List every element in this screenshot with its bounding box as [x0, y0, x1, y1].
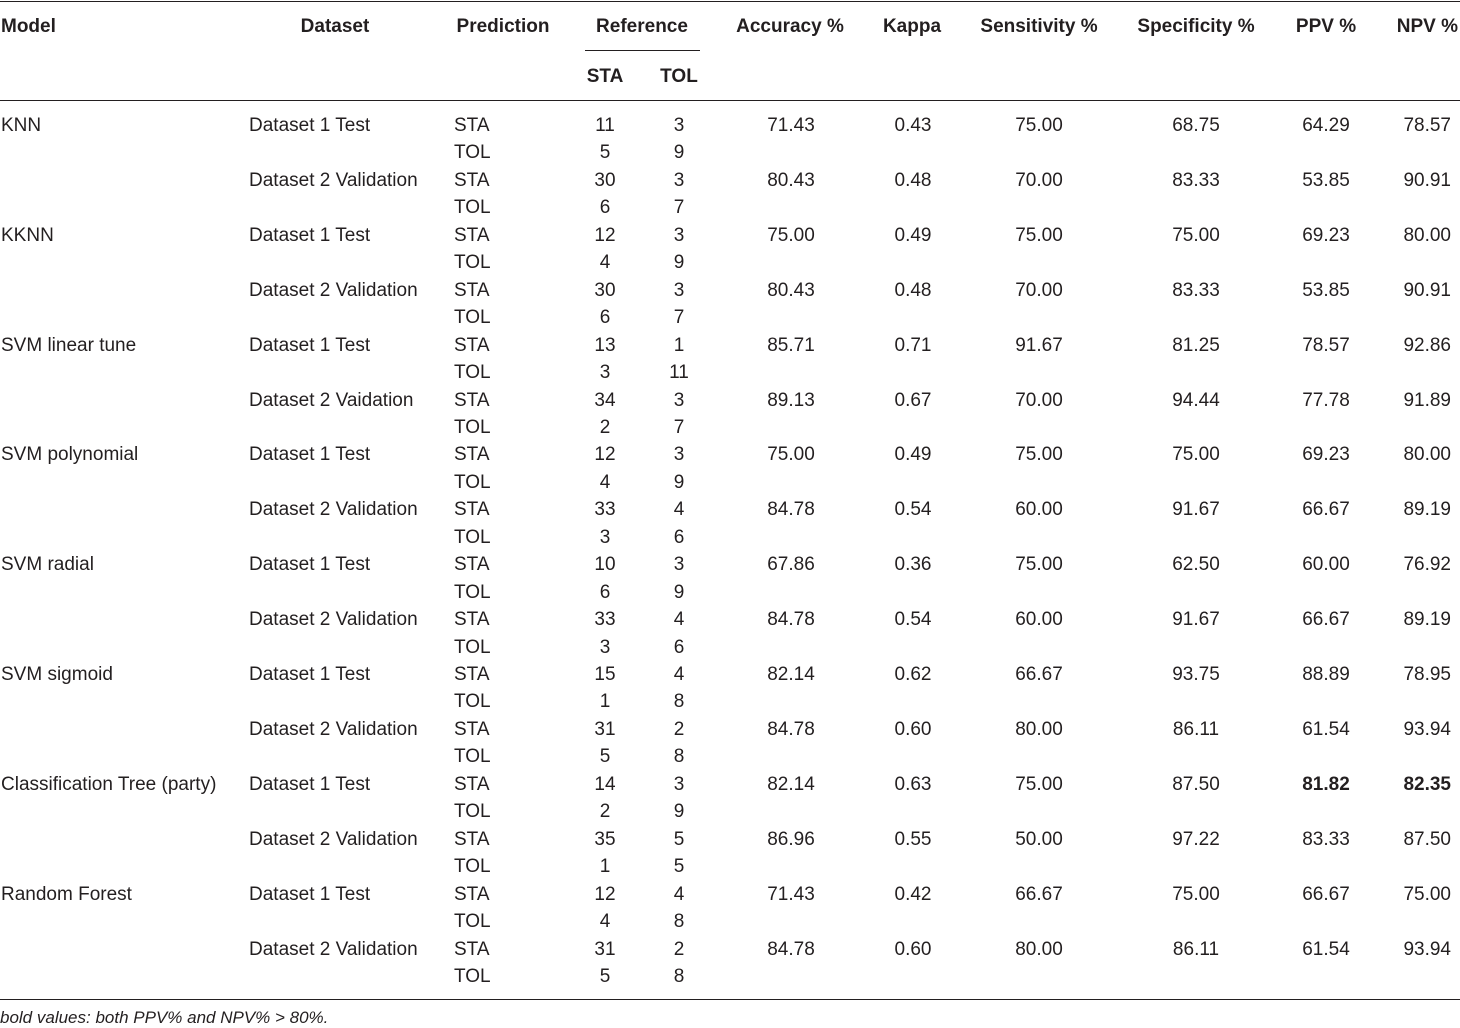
model-name: SVM linear tune	[1, 335, 137, 356]
count-cell: 4	[673, 884, 685, 905]
dataset-name: Dataset 1 Test	[249, 335, 371, 356]
count-cell: 30	[594, 280, 616, 301]
count-cell: 9	[673, 582, 685, 603]
npv-value: 75.00	[1403, 884, 1451, 905]
specificity-value: 94.44	[1172, 390, 1220, 411]
specificity-value: 86.11	[1172, 719, 1220, 740]
prediction-label: STA	[454, 884, 490, 905]
kappa-value: 0.54	[894, 499, 932, 520]
count-cell: 31	[594, 939, 616, 960]
kappa-value: 0.55	[894, 829, 932, 850]
header-prediction: Prediction	[456, 16, 550, 37]
dataset-name: Dataset 2 Validation	[249, 939, 418, 960]
count-cell: 3	[599, 362, 611, 383]
prediction-label: STA	[454, 444, 490, 465]
count-cell: 3	[599, 637, 611, 658]
prediction-label: STA	[454, 280, 490, 301]
specificity-value: 81.25	[1172, 335, 1220, 356]
count-cell: 1	[673, 335, 685, 356]
count-cell: 6	[599, 197, 611, 218]
prediction-label: STA	[454, 664, 490, 685]
accuracy-value: 84.78	[767, 719, 815, 740]
count-cell: 6	[673, 527, 685, 548]
count-cell: 11	[595, 115, 615, 136]
model-name: Classification Tree (party)	[1, 774, 217, 795]
header-npv: NPV %	[1396, 16, 1458, 37]
dataset-name: Dataset 2 Validation	[249, 829, 418, 850]
header-kappa: Kappa	[882, 16, 942, 37]
specificity-value: 97.22	[1172, 829, 1220, 850]
specificity-value: 93.75	[1172, 664, 1220, 685]
prediction-label: TOL	[454, 691, 491, 712]
npv-value: 89.19	[1403, 609, 1451, 630]
sensitivity-value: 66.67	[1015, 884, 1063, 905]
sensitivity-value: 50.00	[1015, 829, 1063, 850]
kappa-value: 0.63	[894, 774, 932, 795]
accuracy-value: 75.00	[767, 225, 815, 246]
prediction-label: STA	[454, 939, 490, 960]
sensitivity-value: 75.00	[1015, 444, 1063, 465]
dataset-name: Dataset 2 Validation	[249, 499, 418, 520]
kappa-value: 0.49	[894, 444, 932, 465]
reference-underline	[585, 50, 700, 51]
sensitivity-value: 75.00	[1015, 554, 1063, 575]
dataset-name: Dataset 1 Test	[249, 444, 371, 465]
dataset-name: Dataset 2 Validation	[249, 170, 418, 191]
count-cell: 2	[673, 719, 685, 740]
prediction-label: STA	[454, 774, 490, 795]
count-cell: 30	[594, 170, 616, 191]
count-cell: 4	[673, 609, 685, 630]
kappa-value: 0.67	[894, 390, 932, 411]
prediction-label: TOL	[454, 472, 491, 493]
npv-value: 91.89	[1403, 390, 1451, 411]
count-cell: 5	[673, 856, 685, 877]
count-cell: 1	[599, 856, 611, 877]
sensitivity-value: 75.00	[1015, 774, 1063, 795]
prediction-label: TOL	[454, 637, 491, 658]
specificity-value: 83.33	[1172, 280, 1220, 301]
count-cell: 4	[673, 499, 685, 520]
ppv-value: 60.00	[1302, 554, 1350, 575]
count-cell: 7	[673, 197, 685, 218]
specificity-value: 86.11	[1172, 939, 1220, 960]
count-cell: 6	[599, 582, 611, 603]
prediction-label: STA	[454, 499, 490, 520]
count-cell: 6	[673, 637, 685, 658]
specificity-value: 62.50	[1172, 554, 1220, 575]
prediction-label: STA	[454, 225, 490, 246]
sensitivity-value: 70.00	[1015, 170, 1063, 191]
sensitivity-value: 60.00	[1015, 609, 1063, 630]
count-cell: 2	[673, 939, 685, 960]
top-rule	[0, 1, 1460, 2]
count-cell: 33	[594, 499, 616, 520]
prediction-label: TOL	[454, 142, 491, 163]
prediction-label: STA	[454, 829, 490, 850]
count-cell: 9	[673, 801, 685, 822]
count-cell: 4	[673, 664, 685, 685]
header-reference-sta: STA	[586, 66, 624, 87]
npv-value: 82.35	[1403, 774, 1451, 795]
count-cell: 35	[594, 829, 616, 850]
prediction-label: TOL	[454, 801, 491, 822]
accuracy-value: 84.78	[767, 499, 815, 520]
count-cell: 3	[673, 115, 685, 136]
accuracy-value: 71.43	[767, 884, 815, 905]
prediction-label: STA	[454, 115, 490, 136]
prediction-label: TOL	[454, 417, 491, 438]
ppv-value: 83.33	[1302, 829, 1350, 850]
count-cell: 13	[594, 335, 616, 356]
specificity-value: 75.00	[1172, 884, 1220, 905]
count-cell: 8	[673, 746, 685, 767]
specificity-value: 87.50	[1172, 774, 1220, 795]
prediction-label: STA	[454, 719, 490, 740]
dataset-name: Dataset 2 Validation	[249, 609, 418, 630]
sensitivity-value: 75.00	[1015, 225, 1063, 246]
accuracy-value: 75.00	[767, 444, 815, 465]
kappa-value: 0.48	[894, 170, 932, 191]
sensitivity-value: 91.67	[1015, 335, 1063, 356]
ppv-value: 66.67	[1302, 499, 1350, 520]
prediction-label: STA	[454, 170, 490, 191]
count-cell: 8	[673, 691, 685, 712]
bottom-rule	[0, 999, 1460, 1000]
accuracy-value: 80.43	[767, 170, 815, 191]
count-cell: 34	[594, 390, 616, 411]
prediction-label: TOL	[454, 527, 491, 548]
kappa-value: 0.43	[894, 115, 932, 136]
count-cell: 12	[594, 225, 616, 246]
count-cell: 33	[594, 609, 616, 630]
kappa-value: 0.36	[894, 554, 932, 575]
ppv-value: 78.57	[1302, 335, 1350, 356]
header-rule	[0, 100, 1460, 101]
count-cell: 3	[673, 170, 685, 191]
npv-value: 92.86	[1403, 335, 1451, 356]
npv-value: 89.19	[1403, 499, 1451, 520]
prediction-label: TOL	[454, 362, 491, 383]
count-cell: 4	[599, 911, 611, 932]
dataset-name: Dataset 1 Test	[249, 115, 371, 136]
dataset-name: Dataset 2 Validation	[249, 280, 418, 301]
count-cell: 9	[673, 472, 685, 493]
dataset-name: Dataset 1 Test	[249, 664, 371, 685]
accuracy-value: 67.86	[767, 554, 815, 575]
prediction-label: TOL	[454, 582, 491, 603]
model-name: KKNN	[1, 225, 54, 246]
header-specificity: Specificity %	[1137, 16, 1255, 37]
npv-value: 93.94	[1403, 939, 1451, 960]
kappa-value: 0.62	[894, 664, 932, 685]
count-cell: 3	[599, 527, 611, 548]
header-dataset: Dataset	[300, 16, 370, 37]
sensitivity-value: 80.00	[1015, 719, 1063, 740]
header-accuracy: Accuracy %	[736, 16, 844, 37]
count-cell: 15	[594, 664, 616, 685]
specificity-value: 83.33	[1172, 170, 1220, 191]
count-cell: 5	[599, 746, 611, 767]
npv-value: 93.94	[1403, 719, 1451, 740]
header-sensitivity: Sensitivity %	[980, 16, 1098, 37]
ppv-value: 61.54	[1302, 939, 1350, 960]
header-reference: Reference	[596, 16, 688, 37]
specificity-value: 68.75	[1172, 115, 1220, 136]
dataset-name: Dataset 1 Test	[249, 225, 371, 246]
ppv-value: 88.89	[1302, 664, 1350, 685]
accuracy-value: 82.14	[767, 774, 815, 795]
prediction-label: TOL	[454, 252, 491, 273]
count-cell: 8	[673, 911, 685, 932]
sensitivity-value: 60.00	[1015, 499, 1063, 520]
sensitivity-value: 66.67	[1015, 664, 1063, 685]
count-cell: 3	[673, 444, 685, 465]
prediction-label: TOL	[454, 911, 491, 932]
accuracy-value: 84.78	[767, 939, 815, 960]
count-cell: 3	[673, 390, 685, 411]
accuracy-value: 84.78	[767, 609, 815, 630]
count-cell: 4	[599, 472, 611, 493]
specificity-value: 75.00	[1172, 444, 1220, 465]
sensitivity-value: 70.00	[1015, 390, 1063, 411]
prediction-label: TOL	[454, 746, 491, 767]
count-cell: 9	[673, 142, 685, 163]
model-name: SVM polynomial	[1, 444, 139, 465]
count-cell: 10	[594, 554, 616, 575]
count-cell: 6	[599, 307, 611, 328]
kappa-value: 0.42	[894, 884, 932, 905]
prediction-label: TOL	[454, 197, 491, 218]
count-cell: 3	[673, 280, 685, 301]
kappa-value: 0.60	[894, 939, 932, 960]
ppv-value: 66.67	[1302, 609, 1350, 630]
dataset-name: Dataset 2 Validation	[249, 719, 418, 740]
specificity-value: 91.67	[1172, 499, 1220, 520]
count-cell: 4	[599, 252, 611, 273]
count-cell: 7	[673, 307, 685, 328]
npv-value: 78.57	[1403, 115, 1451, 136]
ppv-value: 66.67	[1302, 884, 1350, 905]
count-cell: 5	[599, 142, 611, 163]
header-reference-tol: TOL	[660, 66, 698, 87]
accuracy-value: 89.13	[767, 390, 815, 411]
model-name: SVM radial	[1, 554, 94, 575]
count-cell: 2	[599, 417, 611, 438]
count-cell: 11	[669, 362, 689, 383]
ppv-value: 69.23	[1302, 225, 1350, 246]
prediction-label: STA	[454, 554, 490, 575]
npv-value: 90.91	[1403, 280, 1451, 301]
accuracy-value: 82.14	[767, 664, 815, 685]
count-cell: 9	[673, 252, 685, 273]
ppv-value: 77.78	[1302, 390, 1350, 411]
count-cell: 12	[594, 884, 616, 905]
count-cell: 14	[594, 774, 616, 795]
accuracy-value: 85.71	[767, 335, 815, 356]
count-cell: 5	[673, 829, 685, 850]
npv-value: 80.00	[1403, 444, 1451, 465]
ppv-value: 53.85	[1302, 170, 1350, 191]
count-cell: 2	[599, 801, 611, 822]
npv-value: 80.00	[1403, 225, 1451, 246]
dataset-name: Dataset 1 Test	[249, 884, 371, 905]
count-cell: 3	[673, 774, 685, 795]
ppv-value: 81.82	[1302, 774, 1350, 795]
npv-value: 87.50	[1403, 829, 1451, 850]
sensitivity-value: 80.00	[1015, 939, 1063, 960]
kappa-value: 0.71	[894, 335, 932, 356]
ppv-value: 61.54	[1302, 719, 1350, 740]
prediction-label: STA	[454, 335, 490, 356]
specificity-value: 75.00	[1172, 225, 1220, 246]
ppv-value: 53.85	[1302, 280, 1350, 301]
npv-value: 76.92	[1403, 554, 1451, 575]
accuracy-value: 86.96	[767, 829, 815, 850]
model-name: Random Forest	[1, 884, 132, 905]
kappa-value: 0.48	[894, 280, 932, 301]
npv-value: 90.91	[1403, 170, 1451, 191]
prediction-label: STA	[454, 609, 490, 630]
footnote: bold values: both PPV% and NPV% > 80%.	[0, 1008, 329, 1027]
prediction-label: TOL	[454, 307, 491, 328]
model-name: SVM sigmoid	[1, 664, 113, 685]
kappa-value: 0.60	[894, 719, 932, 740]
sensitivity-value: 75.00	[1015, 115, 1063, 136]
sensitivity-value: 70.00	[1015, 280, 1063, 301]
prediction-label: STA	[454, 390, 490, 411]
count-cell: 12	[594, 444, 616, 465]
count-cell: 1	[599, 691, 611, 712]
specificity-value: 91.67	[1172, 609, 1220, 630]
accuracy-value: 80.43	[767, 280, 815, 301]
dataset-name: Dataset 2 Vaidation	[249, 390, 414, 411]
header-ppv: PPV %	[1295, 16, 1357, 37]
count-cell: 5	[599, 966, 611, 987]
model-name: KNN	[1, 115, 42, 136]
count-cell: 8	[673, 966, 685, 987]
kappa-value: 0.49	[894, 225, 932, 246]
kappa-value: 0.54	[894, 609, 932, 630]
dataset-name: Dataset 1 Test	[249, 774, 371, 795]
count-cell: 3	[673, 225, 685, 246]
ppv-value: 64.29	[1302, 115, 1350, 136]
count-cell: 3	[673, 554, 685, 575]
prediction-label: TOL	[454, 856, 491, 877]
dataset-name: Dataset 1 Test	[249, 554, 371, 575]
count-cell: 31	[594, 719, 616, 740]
ppv-value: 69.23	[1302, 444, 1350, 465]
prediction-label: TOL	[454, 966, 491, 987]
count-cell: 7	[673, 417, 685, 438]
header-model: Model	[1, 16, 56, 37]
npv-value: 78.95	[1403, 664, 1451, 685]
accuracy-value: 71.43	[767, 115, 815, 136]
